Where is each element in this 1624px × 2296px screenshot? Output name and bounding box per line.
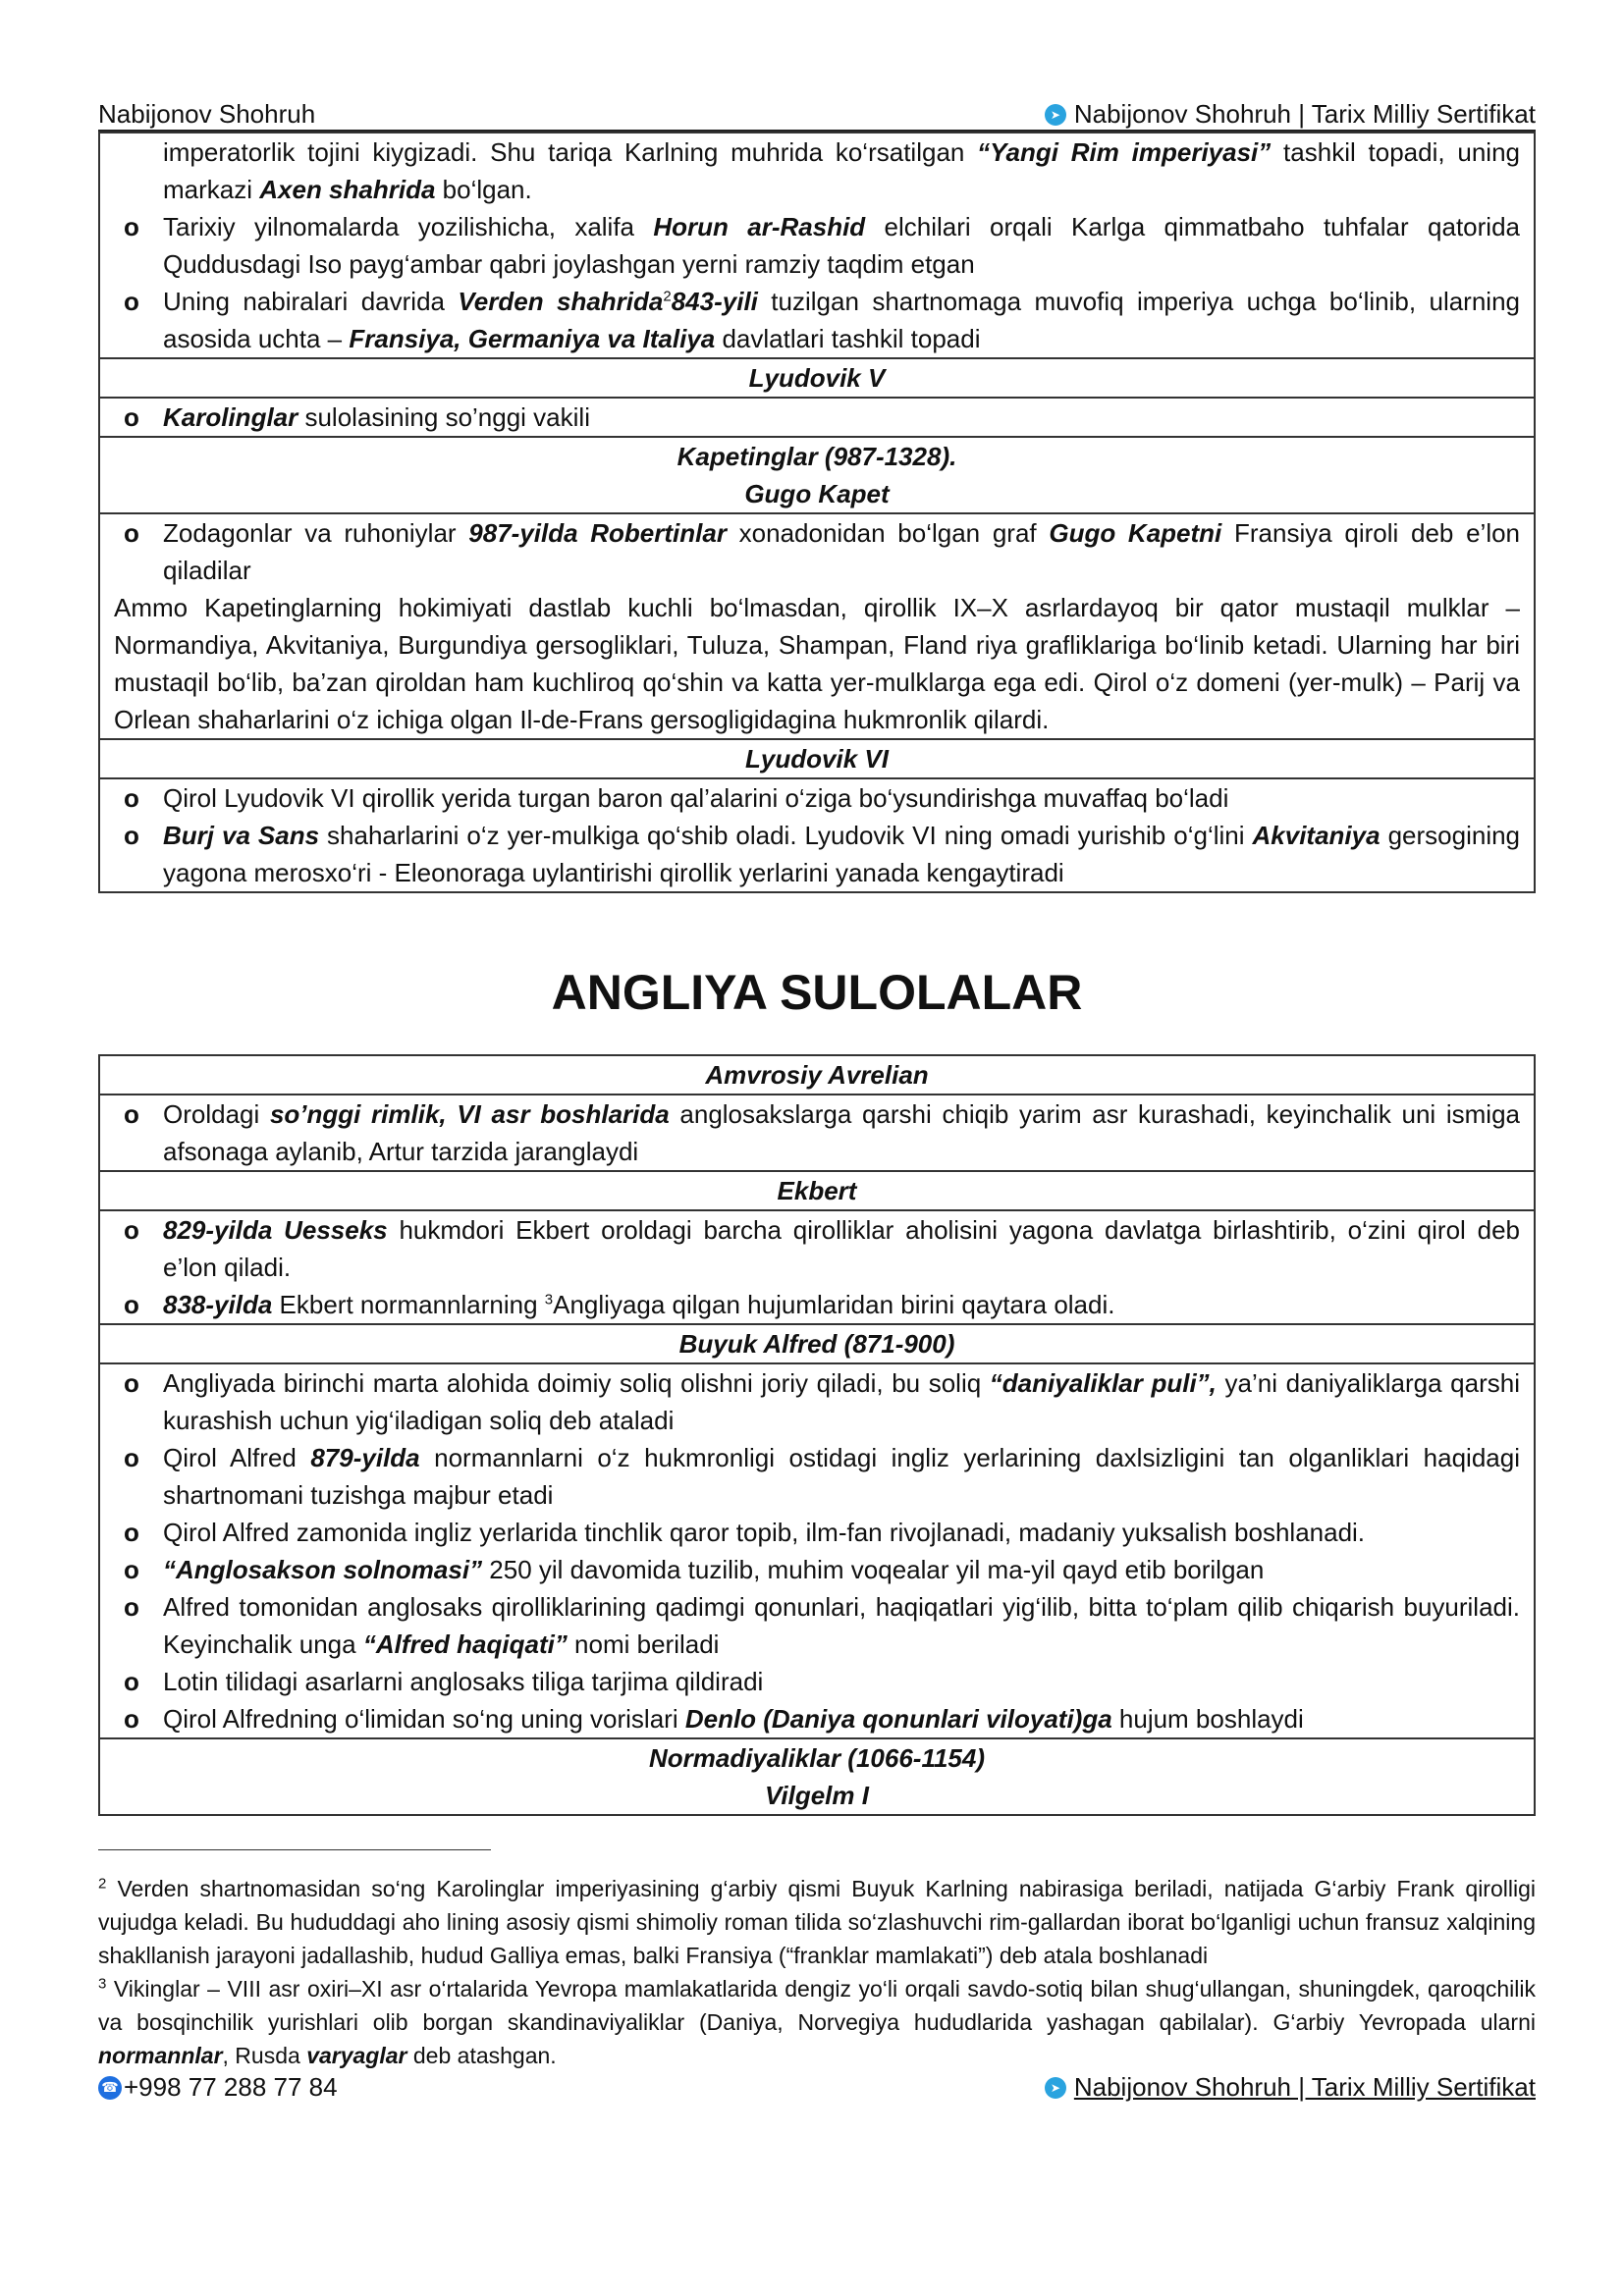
paragraph: Ammo Kapetinglarning hokimiyati dastlab kuchli bo‘lmasdan, qirollik IX–X asrlardayoq bir qator mustaqil mulklar – Normandiya, Akvitaniya, Burgundiya gersogliklari, Tuluza, Shampan, Fland riya grafliklariga bo‘linib ketadi. Ularning har biri mustaqil bo‘lib, ba’zan qiroldan ham kuchliroq qo‘shin va katta yer-mulklarga ega edi. Qirol o‘z domeni (yer-mulk) – Parij va Orlean shaharlarini o‘z ichiga olgan Il-de-Frans gersogligidagina hukmronlik qilardi. [114,593,1520,734]
list-item: o Lotin tilidagi asarlarni anglosaks tiliga tarjima qildiradi [114,1663,1520,1700]
list-item: o Qirol Alfred zamonida ingliz yerlarida tinchlik qaror topib, ilm-fan rivojlanadi, madaniy yuksalish boshlanadi. [114,1514,1520,1551]
page [98,94,1536,2103]
karl-section [99,133,1535,358]
list-item: o Burj va Sans shaharlarini o‘z yer-mulkiga qo‘shib oladi. Lyudovik VI ning omadi yurishib o‘g‘lini Akvitaniya gersogining yagona merosxo‘ri - Eleonoraga uylantirishi qirollik yerlarini yanada kengaytiradi [114,817,1520,891]
list-item: o 838-yilda Ekbert normannlarning $^3$Angliyaga qilgan hujumlaridan birini qaytara oladi. [114,1286,1520,1323]
list-item: o Zodagonlar va ruhoniylar 987-yilda Robertinlar xonadonidan bo‘lgan graf Gugo Kapetni Fransiya qiroli deb e’lon qiladilar [114,514,1520,589]
list-item: o Qirol Lyudovik VI qirollik yerida turgan baron qal’alarini o‘ziga bo‘ysundirishga muvaffaq bo‘ladi [114,779,1520,817]
footnote-2: $^2$ Verden shartnomasidan so‘ng Karolinglar imperiyasining g‘arbiy qismi Buyuk Karlning nabirasiga beriladi, natijada G‘arbiy Frank qirolligi vujudga keladi. Bu hududdagi aho lining asosiy qismi shimoliy roman tilida so‘zlashuvchi rim-gallardan iborat bo‘lganligi uchun fransuz xalqining shakllanish jarayoni jadallashib, hudud Galliya emas, balki Fransiya (“franklar mamlakati”) deb atala boshlanadi [98,1875,1536,1968]
list-item: o 829-yilda Uesseks hukmdori Ekbert oroldagi barcha qirolliklar aholisini yagona davlatga birlashtirib, o‘zini qirol deb e’lon qiladi. [114,1211,1520,1286]
footnote-3: $^3$ Vikinglar – VIII asr oxiri–XI asr o‘rtalarida Yevropa mamlakatlarida dengiz yo‘li orqali savdo-sotiq bilan shug‘ullangan, shuningdek, qaroqchilik va bosqinchilik yurishlari olib borgan skandinaviyaliklar (Daniya, Norvegiya hududlarida yashagan qabilalar). G‘arbiy Yevropada ularni normannlar, Rusda varyaglar deb atashgan. [98,1975,1536,2068]
section-heading: Amvrosiy Avrelian [99,1055,1535,1095]
header-right [1045,99,1536,130]
list-item: o Karolinglar sulolasining so’nggi vakili [114,399,1520,436]
list-item: o Oroldagi so’nggi rimlik, VI asr boshlarida anglosakslarga qarshi chiqib yarim asr kurashadi, keyinchalik uni ismiga afsonaga aylanib, Artur tarzida jaranglaydi [114,1095,1520,1170]
list-item: imperatorlik tojini kiygizadi. Shu tariqa Karlning muhrida ko‘rsatilgan “Yangi Rim imperiyasi” tashkil topadi, uning markazi Axen shahrida bo‘lgan. [163,137,1520,204]
list-item: o “Anglosakson solnomasi” 250 yil davomida tuzilib, muhim voqealar yil ma-yil qayd etib borilgan [114,1551,1520,1588]
list-item: o Qirol Alfred 879-yilda normannlarni o‘z hukmronligi ostidagi ingliz yerlarining daxlsizligini tan olganliklari haqidagi shartnomani tuzishga majbur etadi [114,1439,1520,1514]
section-heading: Lyudovik VI [99,739,1535,778]
list-item: o Uning nabiralari davrida Verden shahrida$^2$843-yili tuzilgan shartnomaga muvofiq imperiya uchga bo‘linib, ularning asosida uchta – Fransiya, Germaniya va Italiya davlatlari tashkil topadi [114,283,1520,357]
france-table [98,132,1536,893]
list-item: o Angliyada birinchi marta alohida doimiy soliq olishni joriy qiladi, bu soliq “daniyaliklar puli”, ya’ni daniyaliklarga qarshi kurashish uchun yig‘iladigan soliq deb ataladi [114,1364,1520,1439]
section-heading: Kapetinglar (987-1328). Gugo Kapet [99,437,1535,513]
page-footer [98,2072,1536,2103]
header-right-text: Nabijonov Shohruh | Tarix Milliy Sertifikat [1073,99,1536,129]
section-heading: Buyuk Alfred (871-900) [99,1324,1535,1363]
list-item: o Tarixiy yilnomalarda yozilishicha, xalifa Horun ar-Rashid elchilari orqali Karlga qimmatbaho tuhfalar qatorida Quddusdagi Iso payg‘ambar qabri joylashgan yerni ramziy taqdim etgan [114,208,1520,283]
section-title: ANGLIYA SULOLALAR [551,965,1083,1020]
phone-icon: ☎ [98,2076,122,2100]
telegram-icon: ➤ [1045,104,1066,126]
section-heading: Ekbert [99,1171,1535,1210]
list-item: o Alfred tomonidan anglosaks qirolliklarining qadimgi qonunlari, haqiqatlari yig‘ilib, bitta to‘plam qilib chiqarish buyuriladi. Keyinchalik unga “Alfred haqiqati” nomi beriladi [114,1588,1520,1663]
page-header [98,94,1536,132]
section-heading: Lyudovik V [99,358,1535,398]
footer-phone: +998 77 288 77 84 [124,2072,338,2102]
telegram-icon: ➤ [1045,2077,1066,2099]
list-item: o Qirol Alfredning o‘limidan so‘ng uning vorislari Denlo (Daniya qonunlari viloyati)ga hujum boshlaydi [114,1700,1520,1737]
footer-link[interactable]: Nabijonov Shohruh | Tarix Milliy Sertifikat [1073,2072,1536,2102]
section-heading: Normadiyaliklar (1066-1154) Vilgelm I [99,1738,1535,1815]
header-left: Nabijonov Shohruh [98,99,316,129]
england-table [98,1054,1536,1816]
